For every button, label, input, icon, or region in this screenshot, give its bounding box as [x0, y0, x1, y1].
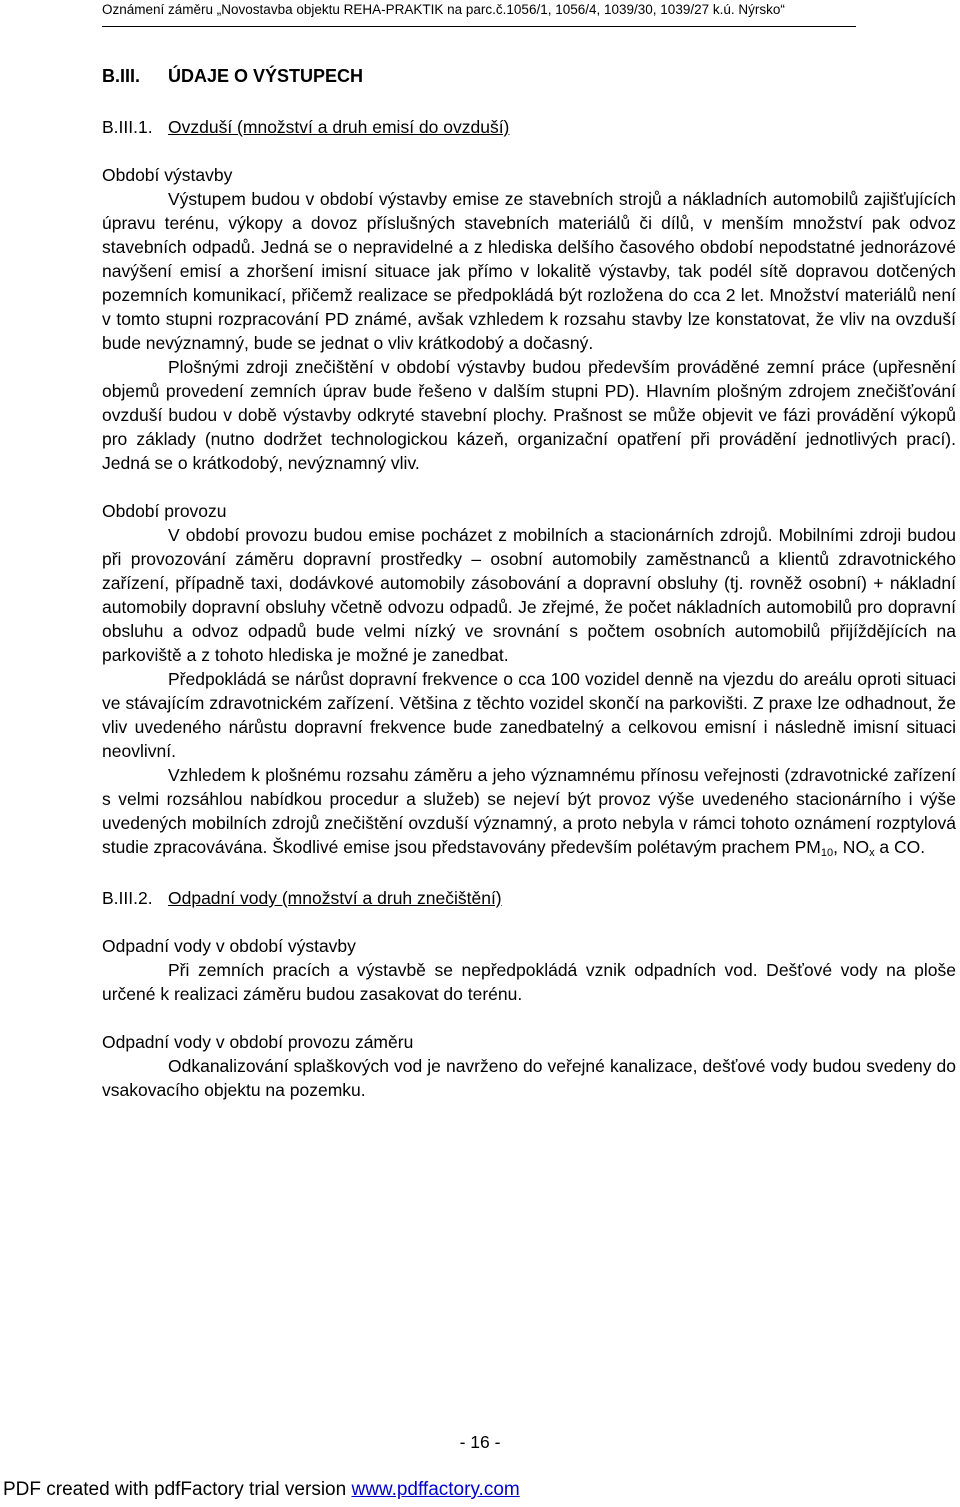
emission-summary-end: a CO.: [874, 837, 926, 857]
subsection-1-title: Ovzduší (množství a druh emisí do ovzduší): [168, 117, 510, 137]
subsection-1-heading: [102, 115, 956, 139]
subsection-2-title: Odpadní vody (množství a druh znečištění): [168, 888, 502, 908]
nox-subscript: x: [869, 847, 875, 859]
paragraph-mobile-sources: V období provozu budou emise pocházet z mobilních a stacionárních zdrojů. Mobilními zdroji budou při provozování záměru dopravní prostředky – osobní automobily zaměstnanců a klientů zdravotnického zařízení, případně taxi, dodávkové automobily zásobování a dopravní obsluhy (tj. rovněž osobní) + nákladní automobily dopravní obsluhy včetně odvozu odpadů. Je zřejmé, že počet nákladních automobilů pro dopravní obsluhu a odvoz odpadů bude velmi nízký ve srovnání s počtem osobních automobilů přijíždějících na parkoviště a z tohoto hlediska je možné je zanedbat.: [102, 525, 956, 665]
pdf-creator-note: [3, 1479, 520, 1501]
page-number: - 16 -: [459, 1432, 501, 1452]
wastewater-operation-heading: Odpadní vody v období provozu záměru: [102, 1032, 414, 1052]
pdffactory-link[interactable]: www.pdffactory.com: [351, 1479, 520, 1500]
period-heading-operation: Období provozu: [102, 501, 227, 521]
page-header: Oznámení záměru „Novostavba objektu REHA-PRAKTIK na parc.č.1056/1, 1056/4, 1039/30, 1039/27 k.ú. Nýrsko“: [102, 2, 785, 17]
section-title: ÚDAJE O VÝSTUPECH: [168, 66, 364, 86]
header-rule: [102, 26, 856, 27]
section-heading: [102, 64, 956, 88]
paragraph-area-sources: Plošnými zdroji znečištění v období výstavby budou především prováděné zemní práce (upřesnění objemů provedení zemních úprav bude řešeno v dalším stupni PD). Hlavním plošným zdrojem znečišťování ovzduší budou v době výstavby odkryté stavební plochy. Prašnost se může objevit ve fázi provádění výkopů pro základy (nutno dodržet technologickou kázeň, organizační opatření při provádění jednotlivých prací). Jedná se o krátkodobý, nevýznamný vliv.: [102, 357, 956, 473]
nox-text: , NO: [833, 837, 870, 857]
paragraph-wastewater-construction: Při zemních pracích a výstavbě se nepředpokládá vznik odpadních vod. Dešťové vody na ploše určené k realizaci záměru budou zasakovat do terénu.: [102, 960, 956, 1004]
section-number: B.III.: [102, 66, 141, 86]
subsection-2-number: B.III.2.: [102, 888, 153, 908]
emission-summary-text: Vzhledem k plošnému rozsahu záměru a jeho významnému přínosu veřejnosti (zdravotnické zařízení s velmi rozsáhlou nabídkou procedur a služeb) se nejeví být provoz výše uvedeného stacionárního i výše uvedených mobilních zdrojů znečištění ovzduší významný, a proto nebyla v rámci tohoto oznámení rozptylová studie zpracovávána. Škodlivé emise jsou představovány především polétavým prachem PM: [102, 765, 956, 857]
pm-subscript: 10: [820, 847, 834, 859]
document-content: [102, 64, 956, 1102]
wastewater-construction-heading: Odpadní vody v období výstavby: [102, 936, 356, 956]
paragraph-emission-summary: [102, 763, 956, 859]
subsection-2-heading: [102, 886, 956, 910]
period-heading-construction: Období výstavby: [102, 165, 233, 185]
paragraph-traffic-increase: Předpokládá se nárůst dopravní frekvence o cca 100 vozidel denně na vjezdu do areálu oproti situaci ve stávajícím zdravotnickém zařízení. Většina z těchto vozidel skončí na parkovišti. Z praxe lze odhadnout, že vliv uvedeného nárůstu dopravní frekvence bude zanedbatelný a celkovou emisní i následně imisní situaci neovlivní.: [102, 669, 956, 761]
paragraph-construction-emissions: Výstupem budou v období výstavby emise ze stavebních strojů a nákladních automobilů zajišťujících úpravu terénu, výkopy a dovoz příslušných stavebních materiálů či dílů, v menším množství pak odvoz stavebních odpadů. Jedná se o nepravidelné a z hlediska delšího časového období nepodstatné jednorázové navýšení emisí a zhoršení imisní situace jak přímo v lokalitě výstavby, tak podél sítě dopravou dotčených pozemních komunikací, přičemž realizace se předpokládá být rozložena do cca 2 let. Množství materiálů není v tomto stupni rozpracování PD známé, avšak vzhledem k rozsahu stavby lze konstatovat, že vliv na ovzduší bude nevýznamný, bude se jednat o vliv krátkodobý a dočasný.: [102, 189, 956, 353]
subsection-1-number: B.III.1.: [102, 117, 153, 137]
paragraph-wastewater-operation: Odkanalizování splaškových vod je navrženo do veřejné kanalizace, dešťové vody budou svedeny do vsakovacího objektu na pozemku.: [102, 1056, 956, 1100]
pdf-note-text: PDF created with pdfFactory trial version: [3, 1479, 352, 1500]
